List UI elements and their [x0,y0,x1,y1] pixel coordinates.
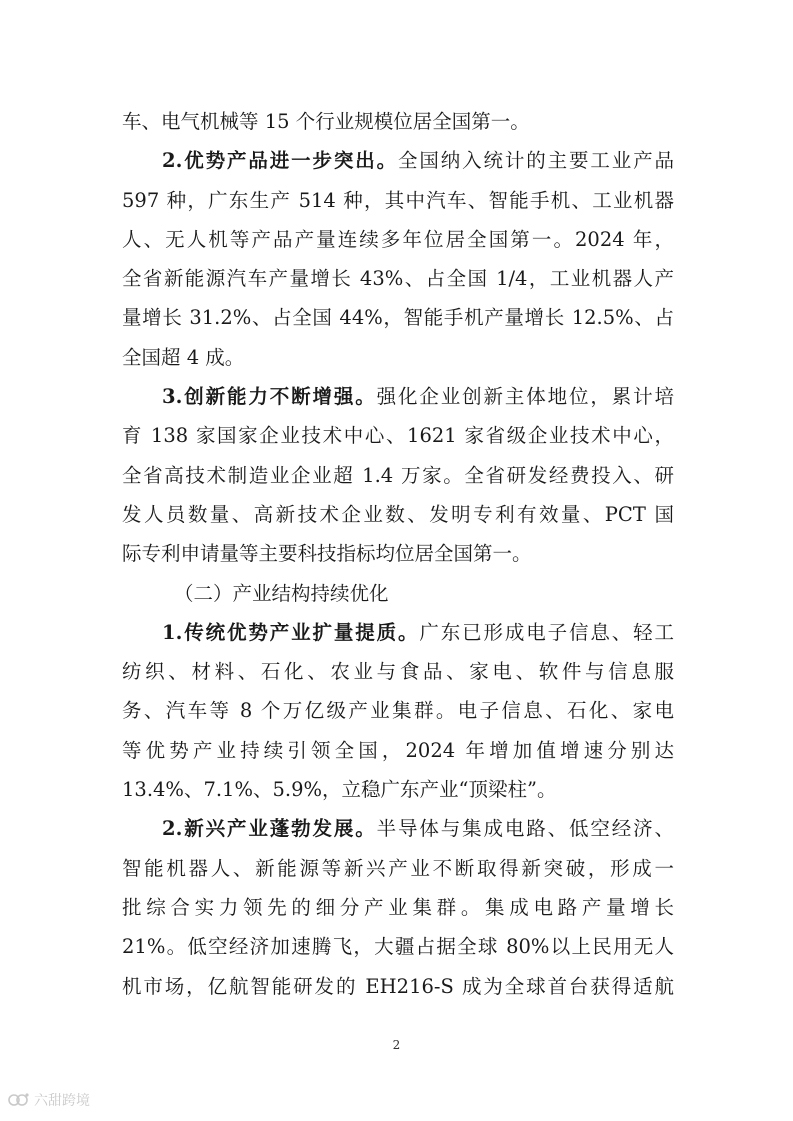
paragraph-text: 半导体与集成电路、低空经济、 [376,817,674,841]
text-line: 纺织、材料、石化、农业与食品、家电、软件与信息服 [122,660,674,684]
text-line: 全省新能源汽车产量增长 43%、占全国 1/4，工业机器人产 [122,267,674,291]
text-line: 等优势产业持续引领全国，2024 年增加值增速分别达 [122,738,674,762]
paragraph-head [122,613,674,652]
paragraph-text: 广东已形成电子信息、轻工 [419,620,674,644]
text-line: 21%。低空经济加速腾飞，大疆占据全球 80%以上民用无人 [122,935,674,959]
text-line: 人、无人机等产品产量连续多年位居全国第一。2024 年， [122,227,674,251]
text-line: 量增长 31.2%、占全国 44%，智能手机产量增长 12.5%、占 [122,306,674,330]
text-line: 批综合实力领先的细分产业集群。集成电路产量增长 [122,895,674,919]
paragraph-head [122,377,674,416]
paragraph-head [122,809,674,848]
text-line: 全省高技术制造业企业超 1.4 万家。全省研发经费投入、研 [122,463,674,487]
watermark-text: 六甜跨境 [34,1093,90,1109]
document-body [122,102,674,1006]
text-line: 育 138 家国家企业技术中心、1621 家省级企业技术中心， [122,424,674,448]
text-line: 13.4%、7.1%、5.9%，立稳广东产业“顶梁柱”。 [122,778,557,802]
text-line: 务、汽车等 8 个万亿级产业集群。电子信息、石化、家电 [122,699,674,723]
page-number: 2 [392,1038,401,1052]
text-line: 智能机器人、新能源等新兴产业不断取得新突破，形成一 [122,856,674,880]
paragraph-heading: 2.新兴产业蓬勃发展。 [162,817,377,841]
text-line: 机市场，亿航智能研发的 EH216-S 成为全球首台获得适航 [122,974,674,998]
watermark-logo-icon [8,1091,30,1109]
text-line: 车、电气机械等 15 个行业规模位居全国第一。 [122,110,530,133]
paragraph-heading: 2.优势产品进一步突出。 [162,149,398,173]
paragraph-heading: 3.创新能力不断增强。 [162,385,377,409]
paragraph-head [122,141,674,180]
section-heading: （二）产业结构持续优化 [174,581,389,605]
text-line: 际专利申请量等主要科技指标均位居全国第一。 [122,542,532,566]
watermark [8,1090,90,1110]
text-line: 597 种，广东生产 514 种，其中汽车、智能手机、工业机器 [122,188,674,212]
paragraph-text: 全国纳入统计的主要工业产品 [397,149,674,173]
paragraph-heading: 1.传统优势产业扩量提质。 [162,620,420,644]
text-line: 发人员数量、高新技术企业数、发明专利有效量、PCT 国 [122,502,674,526]
text-line: 全国超 4 成。 [122,345,245,369]
paragraph-text: 强化企业创新主体地位，累计培 [376,385,674,409]
